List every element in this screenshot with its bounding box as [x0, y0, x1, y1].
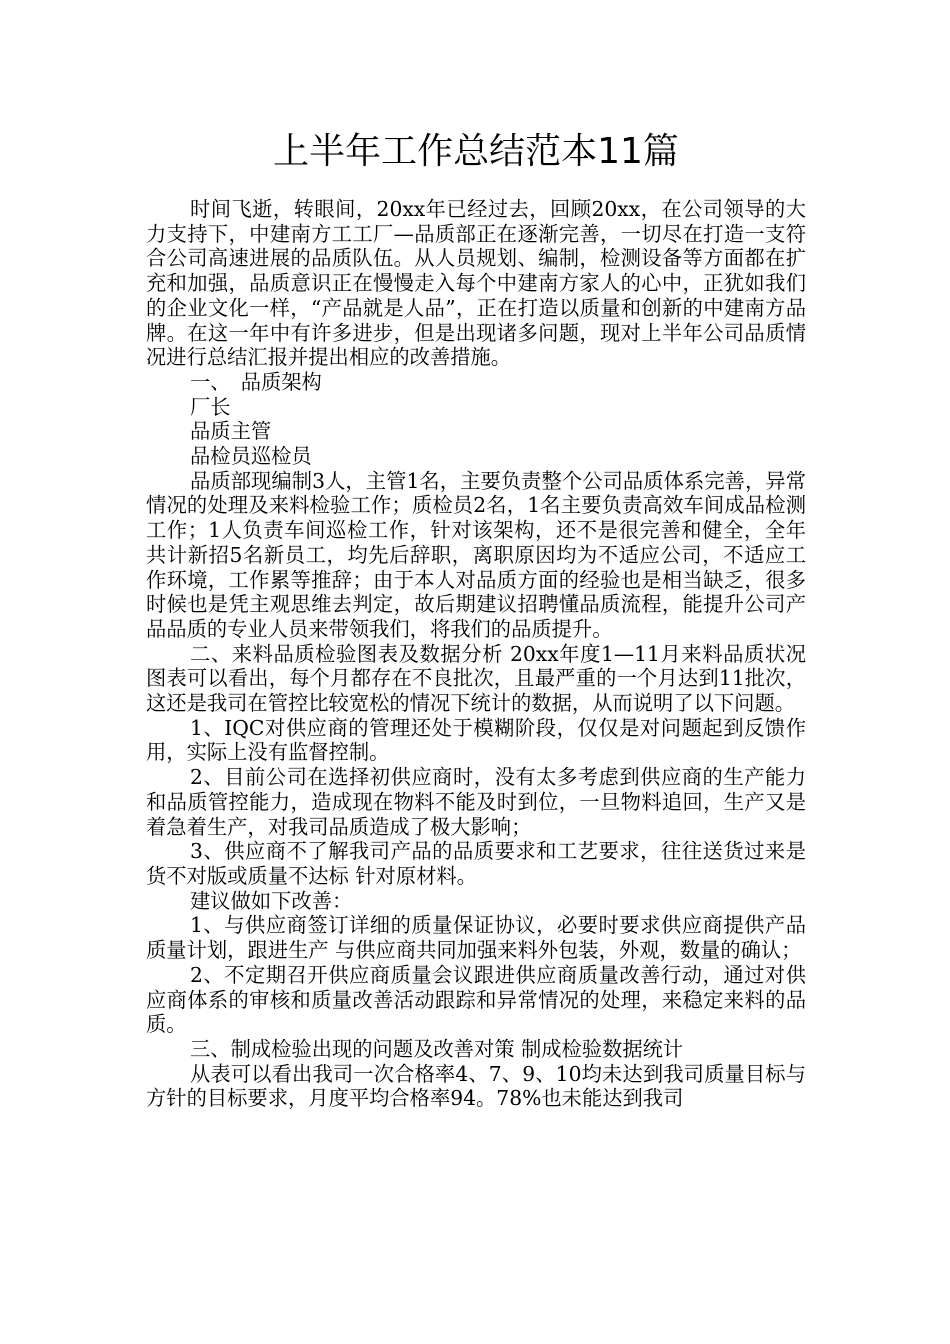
- paragraph-staffing: 品质部现编制3人，主管1名，主要负责整个公司品质体系完善，异常情况的处理及来料检验工作；质检员2名，1名主要负责高效车间成品检测工作；1人负责车间巡检工作，针对该架构，还不是很完善和健全，全年共计新招5名新员工，均先后辞职，离职原因均为不适应公司，不适应工作环境，工作累等推辞；由于本人对品质方面的经验也是相当缺乏，很多时候也是凭主观思维去判定，故后期建议招聘懂品质流程，能提升公司产品品质的专业人员来带领我们，将我们的品质提升。: [146, 468, 806, 641]
- org-item-quality-supervisor: 品质主管: [190, 419, 272, 444]
- list-item-issue-2: 2、目前公司在选择初供应商时，没有太多考虑到供应商的生产能力和品质管控能力，造成现在物料不能及时到位，一旦物料追回，生产又是着急着生产，对我司品质造成了极大影响；: [146, 765, 806, 839]
- list-item-issue-3: 3、供应商不了解我司产品的品质要求和工艺要求，往往送货过来是货不对版或质量不达标 针对原材料。: [146, 839, 806, 888]
- paragraph-intro: 时间飞逝，转眼间，20xx年已经过去，回顾20xx，在公司领导的大力支持下，中建南方工工厂—品质部正在逐渐完善，一切尽在打造一支符合公司高速进展的品质队伍。从人员规划、编制，检测设备等方面都在扩充和加强，品质意识正在慢慢走入每个中建南方家人的心中，正犹如我们的企业文化一样，“产品就是人品”，正在打造以质量和创新的中建南方品牌。在这一年中有许多进步，但是出现诸多问题，现对上半年公司品质情况进行总结汇报并提出相应的改善措施。: [146, 197, 806, 370]
- heading-process-inspection: 三、制成检验出现的问题及改善对策 制成检验数据统计: [190, 1036, 684, 1061]
- heading-quality-structure: 一、 品质架构: [190, 369, 322, 394]
- paragraph-incoming-inspection: 二、来料品质检验图表及数据分析 20xx年度1—11月来料品质状况图表可以看出，每个月都存在不良批次，且最严重的一个月达到11批次，这还是我司在管控比较宽松的情况下统计的数据，从而说明了以下问题。: [146, 641, 806, 716]
- list-item-suggestion-2: 2、不定期召开供应商质量会议跟进供应商质量改善行动，通过对供应商体系的审核和质量改善活动跟踪和异常情况的处理，来稳定来料的品质。: [146, 962, 806, 1037]
- list-item-suggestion-1: 1、与供应商签订详细的质量保证协议，必要时要求供应商提供产品质量计划，跟进生产 与供应商共同加强来料外包装，外观，数量的确认；: [146, 913, 806, 963]
- document-title: 上半年工作总结范本11篇: [273, 131, 679, 172]
- document-body: [146, 197, 806, 1111]
- list-item-issue-1: 1、IQC对供应商的管理还处于模糊阶段，仅仅是对问题起到反馈作用，实际上没有监督控制。: [146, 715, 806, 765]
- org-item-inspectors: 品检员巡检员: [190, 444, 312, 469]
- org-item-factory-director: 厂长: [190, 394, 231, 419]
- paragraph-pass-rate: 从表可以看出我司一次合格率4、7、9、10均未达到我司质量目标与方针的目标要求，月度平均合格率94。78%也未能达到我司: [146, 1061, 806, 1111]
- heading-suggestions: 建议做如下改善：: [190, 888, 353, 913]
